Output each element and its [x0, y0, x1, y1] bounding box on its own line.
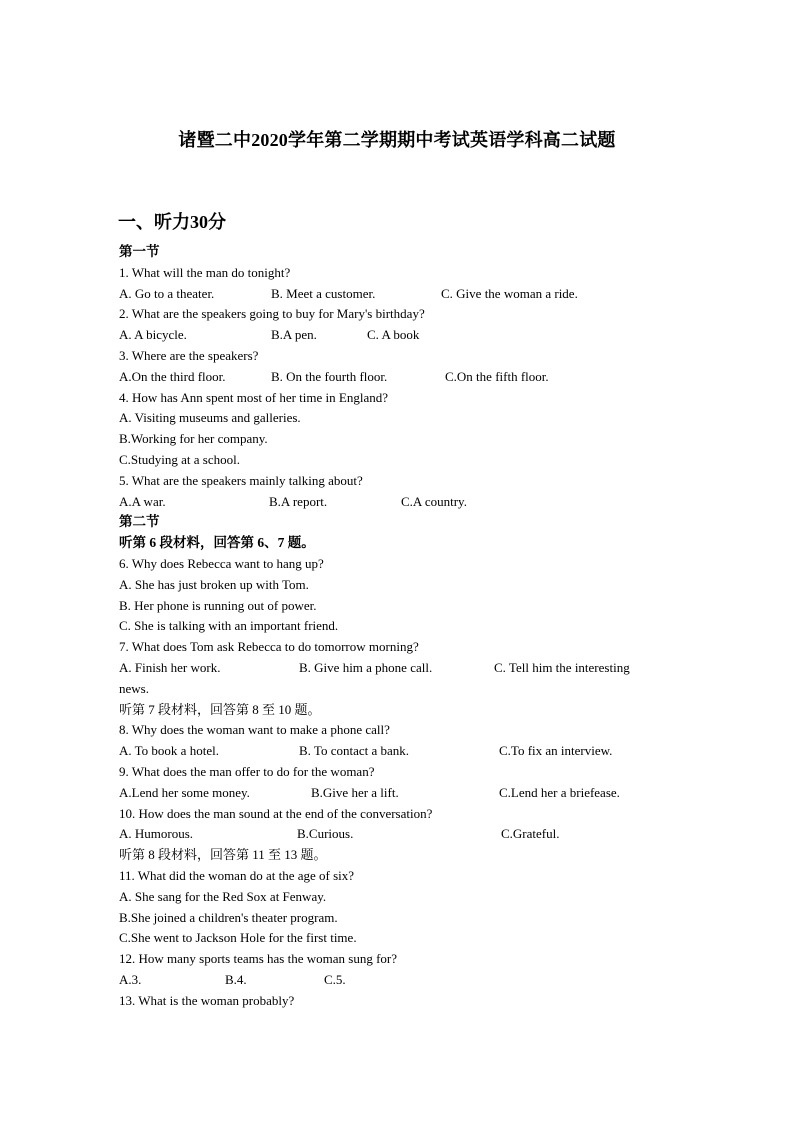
question-line: C.Studying at a school. — [119, 451, 240, 467]
answer-option: A. To book a hotel. — [119, 743, 219, 759]
answer-option: B. Meet a customer. — [271, 285, 376, 301]
question-line: 3. Where are the speakers? — [119, 347, 259, 363]
section-label: 听第 7 段材料，回答第 8 至 10 题。 — [119, 701, 321, 717]
options-row — [119, 658, 679, 679]
answer-option: C.Grateful. — [501, 826, 560, 842]
question-line: 9. What does the man offer to do for the woman? — [119, 763, 375, 779]
question-line: B.She joined a children's theater program. — [119, 909, 338, 925]
question-lines — [119, 242, 679, 1011]
question-line: 7. What does Tom ask Rebecca to do tomorrow morning? — [119, 639, 419, 655]
section-label: 第二节 — [119, 514, 160, 530]
answer-option: B. To contact a bank. — [299, 743, 410, 759]
answer-option: B.Curious. — [297, 826, 354, 842]
answer-option: C. Give the woman a ride. — [441, 285, 578, 301]
options-row — [119, 367, 679, 388]
question-line: 8. Why does the woman want to make a phone call? — [119, 722, 390, 738]
exam-title: 诸暨二中2020学年第二学期期中考试英语学科高二试题 — [178, 130, 616, 150]
answer-option: A.Lend her some money. — [119, 784, 250, 800]
answer-option: A. Finish her work. — [119, 659, 221, 675]
options-row — [119, 970, 679, 991]
question-line: 2. What are the speakers going to buy for Mary's birthday? — [119, 306, 425, 322]
answer-option: C.5. — [324, 971, 346, 987]
answer-option: A. Go to a theater. — [119, 285, 215, 301]
answer-option: B. Give him a phone call. — [299, 659, 433, 675]
answer-option: B.4. — [225, 971, 247, 987]
question-line: 1. What will the man do tonight? — [119, 264, 291, 280]
question-line: 5. What are the speakers mainly talking about? — [119, 472, 363, 488]
answer-option: A.On the third floor. — [119, 368, 226, 384]
answer-option: C. A book — [367, 327, 420, 343]
options-row — [119, 284, 679, 305]
answer-option: A.3. — [119, 971, 142, 987]
answer-option: A. Humorous. — [119, 826, 194, 842]
answer-option: C.To fix an interview. — [499, 743, 613, 759]
section-label: 听第 6 段材料，回答第 6、7 题。 — [119, 535, 315, 551]
question-line: A. She has just broken up with Tom. — [119, 576, 309, 592]
question-line: 11. What did the woman do at the age of six? — [119, 867, 355, 883]
question-line: 6. Why does Rebecca want to hang up? — [119, 555, 324, 571]
question-line: 4. How has Ann spent most of her time in England? — [119, 389, 388, 405]
answer-option: A.A war. — [119, 493, 166, 509]
answer-option: C.Lend her a briefease. — [499, 784, 620, 800]
answer-option: C.On the fifth floor. — [445, 368, 549, 384]
question-line: 13. What is the woman probably? — [119, 992, 295, 1008]
question-line: C. She is talking with an important friend. — [119, 618, 339, 634]
section-label: 第一节 — [119, 244, 160, 259]
section-heading-listening: 一、听力30分 — [118, 212, 226, 232]
answer-option: A. A bicycle. — [119, 327, 187, 343]
options-row — [119, 783, 679, 804]
answer-option: B.A report. — [269, 493, 328, 509]
options-row — [119, 824, 679, 845]
options-row — [119, 741, 679, 762]
question-line: 10. How does the man sound at the end of the conversation? — [119, 805, 433, 821]
answer-option: C. Tell him the interesting — [494, 659, 630, 675]
question-line: A. She sang for the Red Sox at Fenway. — [119, 888, 327, 904]
question-line: news. — [119, 680, 149, 696]
question-line: B.Working for her company. — [119, 431, 268, 447]
question-line: A. Visiting museums and galleries. — [119, 410, 301, 426]
options-row — [119, 492, 679, 513]
answer-option: B.A pen. — [271, 327, 317, 343]
question-line: C.She went to Jackson Hole for the first time. — [119, 930, 357, 946]
answer-option: C.A country. — [401, 493, 467, 509]
question-line: 12. How many sports teams has the woman sung for? — [119, 951, 398, 967]
options-row — [119, 325, 679, 346]
answer-option: B. On the fourth floor. — [271, 368, 388, 384]
section-label: 听第 8 段材料，回答第 11 至 13 题。 — [119, 847, 327, 863]
answer-option: B.Give her a lift. — [311, 784, 399, 800]
question-line: B. Her phone is running out of power. — [119, 597, 317, 613]
